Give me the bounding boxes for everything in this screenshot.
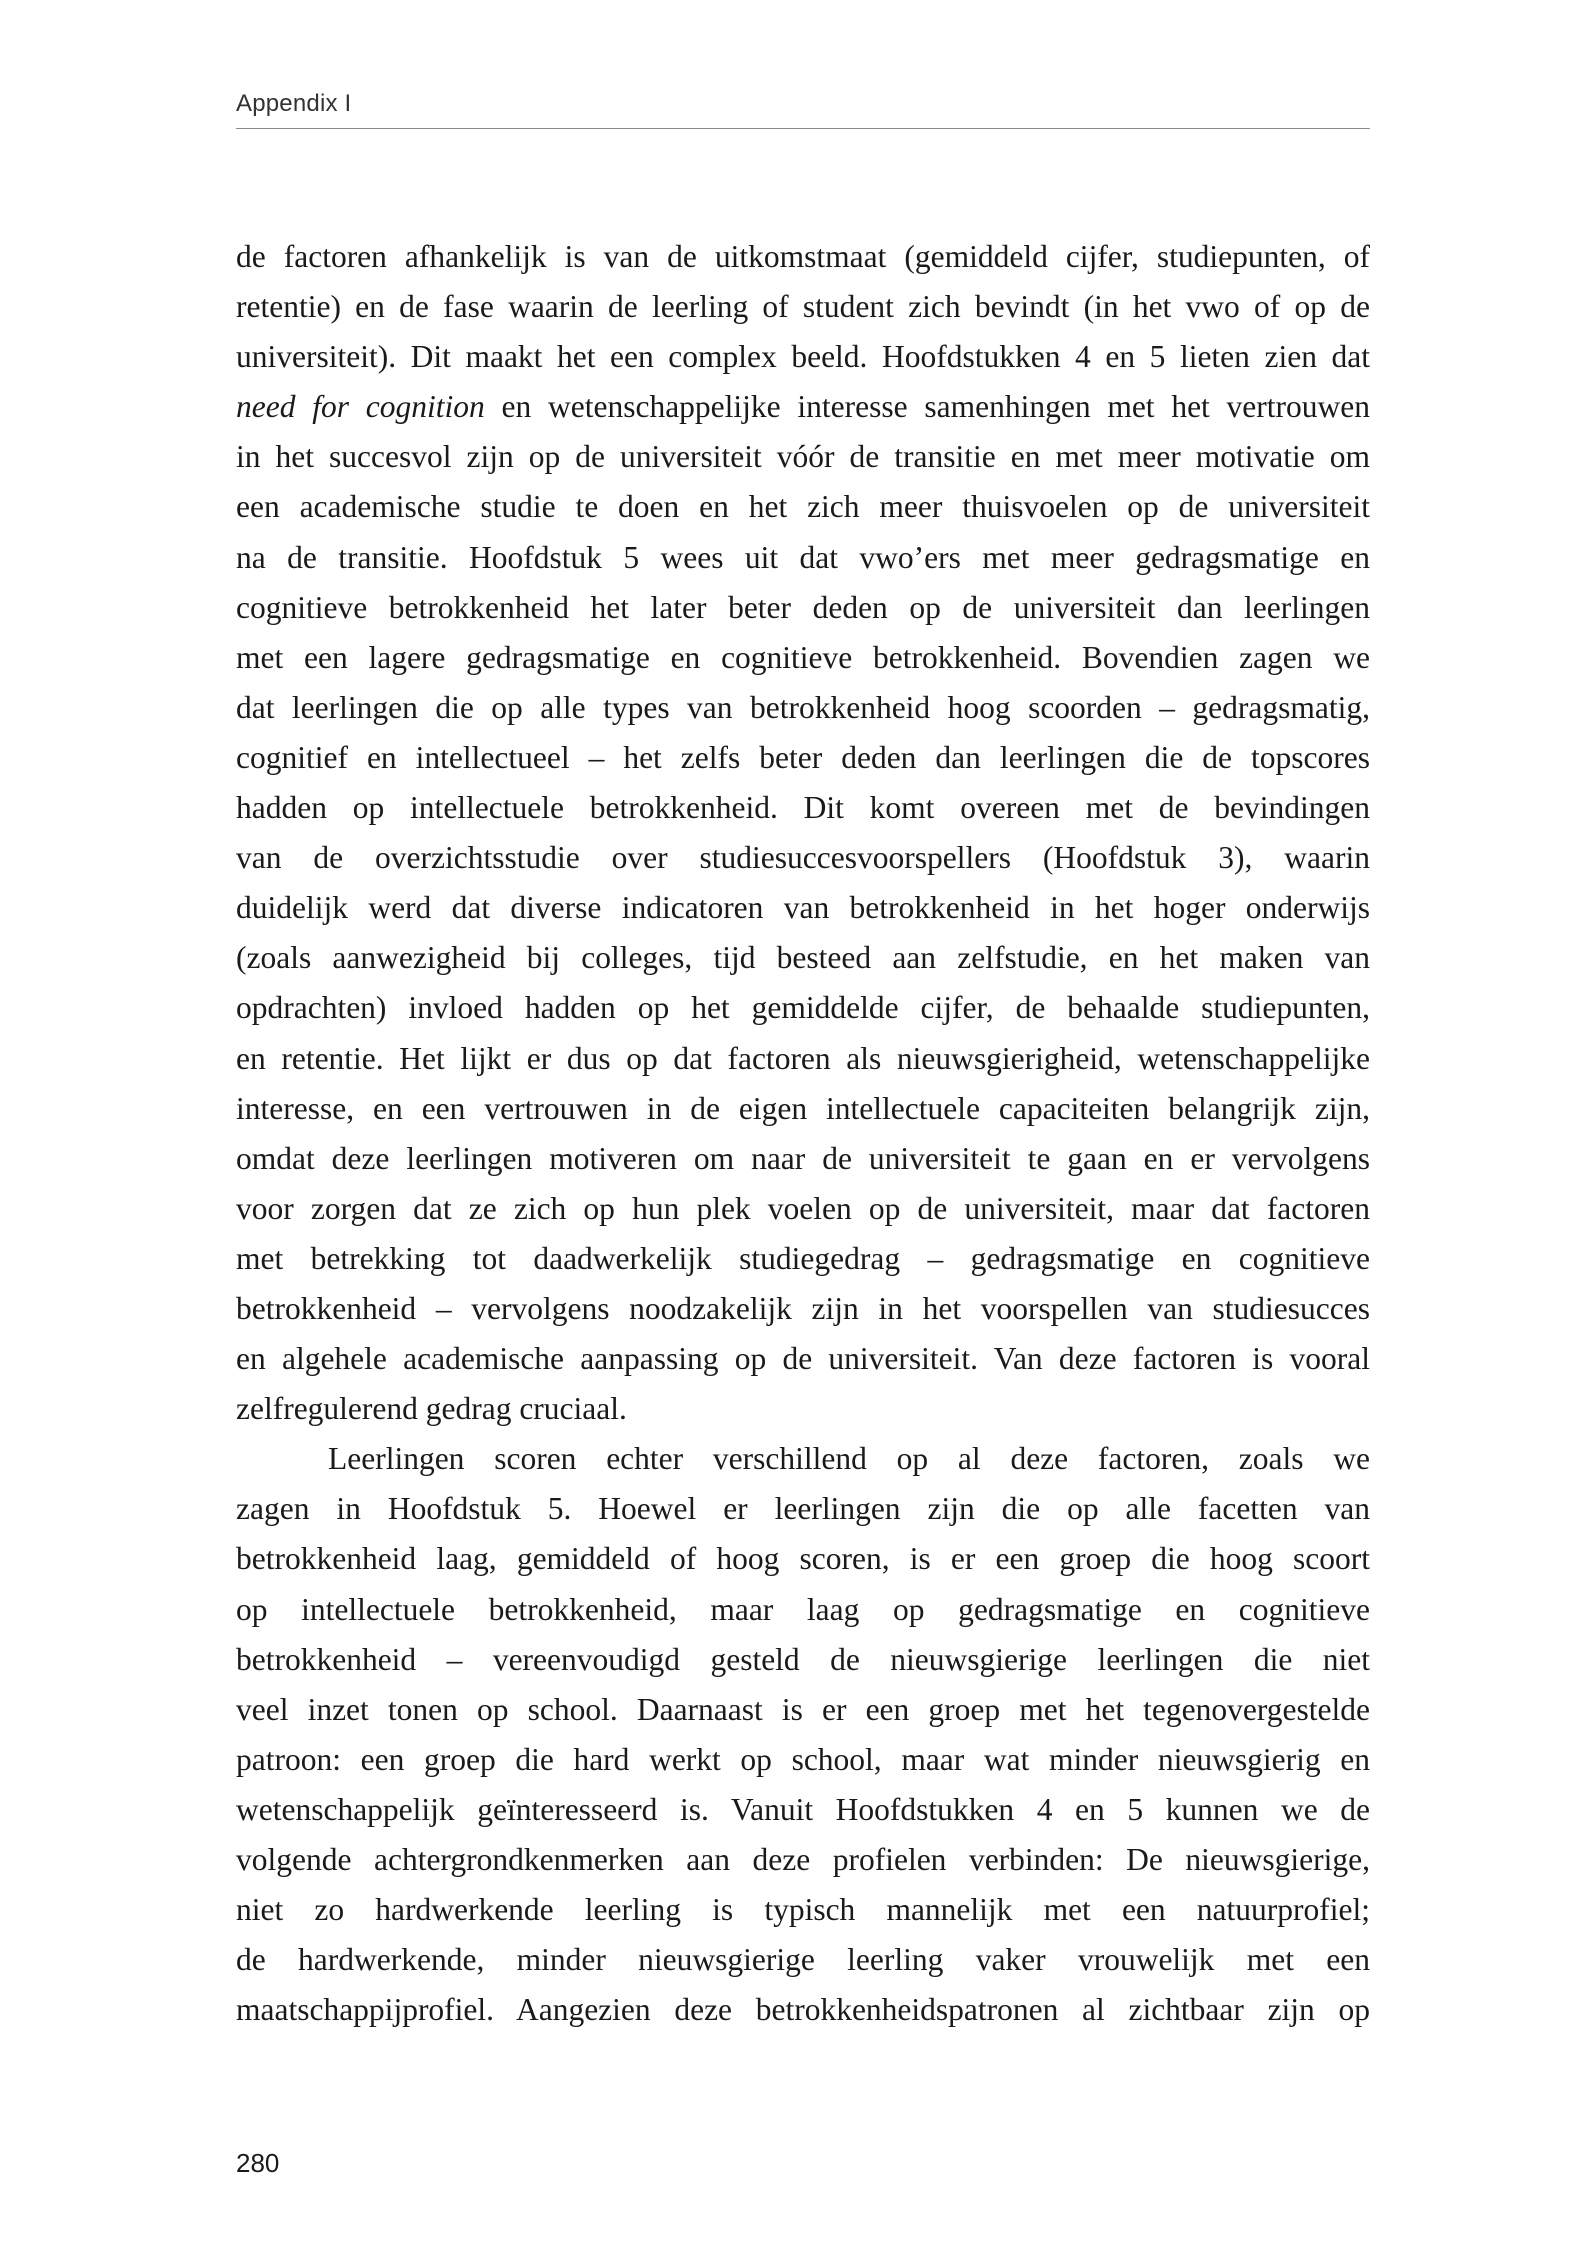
text-line: duidelijk werd dat diverse indicatoren van betrokkenheid in het hoger onderwijs — [236, 890, 1370, 926]
text-line: zelfregulerend gedrag cruciaal. — [236, 1391, 627, 1427]
text-line — [236, 382, 1370, 432]
text-line: betrokkenheid laag, gemiddeld of hoog scoren, is er een groep die hoog scoort — [236, 1541, 1370, 1577]
text-line: en retentie. Het lijkt er dus op dat factoren als nieuwsgierigheid, wetenschappelijke — [236, 1040, 1370, 1076]
header-title: Appendix I — [236, 90, 352, 117]
running-header — [236, 90, 1370, 129]
text-line: cognitieve betrokkenheid het later beter deden op de universiteit dan leerlingen — [236, 589, 1370, 625]
text-line: de factoren afhankelijk is van de uitkomstmaat (gemiddeld cijfer, studiepunten, of — [236, 239, 1370, 274]
text-line: een academische studie te doen en het zich meer thuisvoelen op de universiteit — [236, 489, 1370, 525]
text-line: cognitief en intellectueel – het zelfs beter deden dan leerlingen die de topscores — [236, 739, 1370, 775]
paragraph-1 — [236, 232, 1370, 1434]
text-line: maatschappijprofiel. Aangezien deze betrokkenheidspatronen al zichtbaar zijn op — [236, 1992, 1370, 2028]
text-line: Leerlingen scoren echter verschillend op al deze factoren, zoals we — [328, 1441, 1370, 1477]
body-text — [236, 232, 1370, 2035]
text-line: op intellectuele betrokkenheid, maar laag op gedragsmatige en cognitieve — [236, 1591, 1370, 1627]
text-line: betrokkenheid – vervolgens noodzakelijk zijn in het voorspellen van studiesucces — [236, 1290, 1370, 1326]
text-line: na de transitie. Hoofdstuk 5 wees uit dat vwo’ers met meer gedragsmatige en — [236, 539, 1370, 575]
text-line: van de overzichtsstudie over studiesuccesvoorspellers (Hoofdstuk 3), waarin — [236, 840, 1370, 876]
text-line: in het succesvol zijn op de universiteit vóór de transitie en met meer motivatie om — [236, 439, 1370, 475]
text-line: niet zo hardwerkende leerling is typisch mannelijk met een natuurprofiel; — [236, 1892, 1370, 1928]
text-line: universiteit). Dit maakt het een complex beeld. Hoofdstukken 4 en 5 lieten zien dat — [236, 339, 1370, 375]
text-line: patroon: een groep die hard werkt op school, maar wat minder nieuwsgierig en — [236, 1741, 1370, 1777]
text-line: (zoals aanwezigheid bij colleges, tijd besteed aan zelfstudie, en het maken van — [236, 940, 1370, 976]
text-line: wetenschappelijk geïnteresseerd is. Vanuit Hoofdstukken 4 en 5 kunnen we de — [236, 1791, 1370, 1827]
text-line: volgende achtergrondkenmerken aan deze profielen verbinden: De nieuwsgierige, — [236, 1842, 1370, 1877]
text-line: retentie) en de fase waarin de leerling of student zich bevindt (in het vwo of op de — [236, 289, 1370, 325]
text-line: hadden op intellectuele betrokkenheid. Dit komt overeen met de bevindingen — [236, 790, 1370, 826]
page-number: 280 — [236, 2148, 280, 2178]
text-line: interesse, en een vertrouwen in de eigen intellectuele capaciteiten belangrijk zijn, — [236, 1090, 1370, 1126]
text-fragment: en wetenschappelijke interesse samenhingen met het vertrouwen — [501, 389, 1371, 425]
italic-term: need for cognition — [236, 389, 485, 425]
text-line: opdrachten) invloed hadden op het gemiddelde cijfer, de behaalde studiepunten, — [236, 990, 1370, 1026]
paragraph-2 — [236, 1434, 1370, 2035]
text-line: met een lagere gedragsmatige en cognitieve betrokkenheid. Bovendien zagen we — [236, 639, 1370, 675]
text-line: met betrekking tot daadwerkelijk studiegedrag – gedragsmatige en cognitieve — [236, 1240, 1370, 1276]
text-line: dat leerlingen die op alle types van betrokkenheid hoog scoorden – gedragsmatig, — [236, 689, 1370, 725]
text-line: veel inzet tonen op school. Daarnaast is er een groep met het tegenovergestelde — [236, 1691, 1370, 1727]
text-line: zagen in Hoofdstuk 5. Hoewel er leerlingen zijn die op alle facetten van — [236, 1491, 1370, 1527]
text-line: de hardwerkende, minder nieuwsgierige leerling vaker vrouwelijk met een — [236, 1942, 1370, 1978]
text-line: betrokkenheid – vereenvoudigd gesteld de nieuwsgierige leerlingen die niet — [236, 1641, 1370, 1677]
text-line: voor zorgen dat ze zich op hun plek voelen op de universiteit, maar dat factoren — [236, 1190, 1370, 1226]
text-line: en algehele academische aanpassing op de universiteit. Van deze factoren is vooral — [236, 1341, 1370, 1377]
text-line: omdat deze leerlingen motiveren om naar de universiteit te gaan en er vervolgens — [236, 1140, 1370, 1176]
